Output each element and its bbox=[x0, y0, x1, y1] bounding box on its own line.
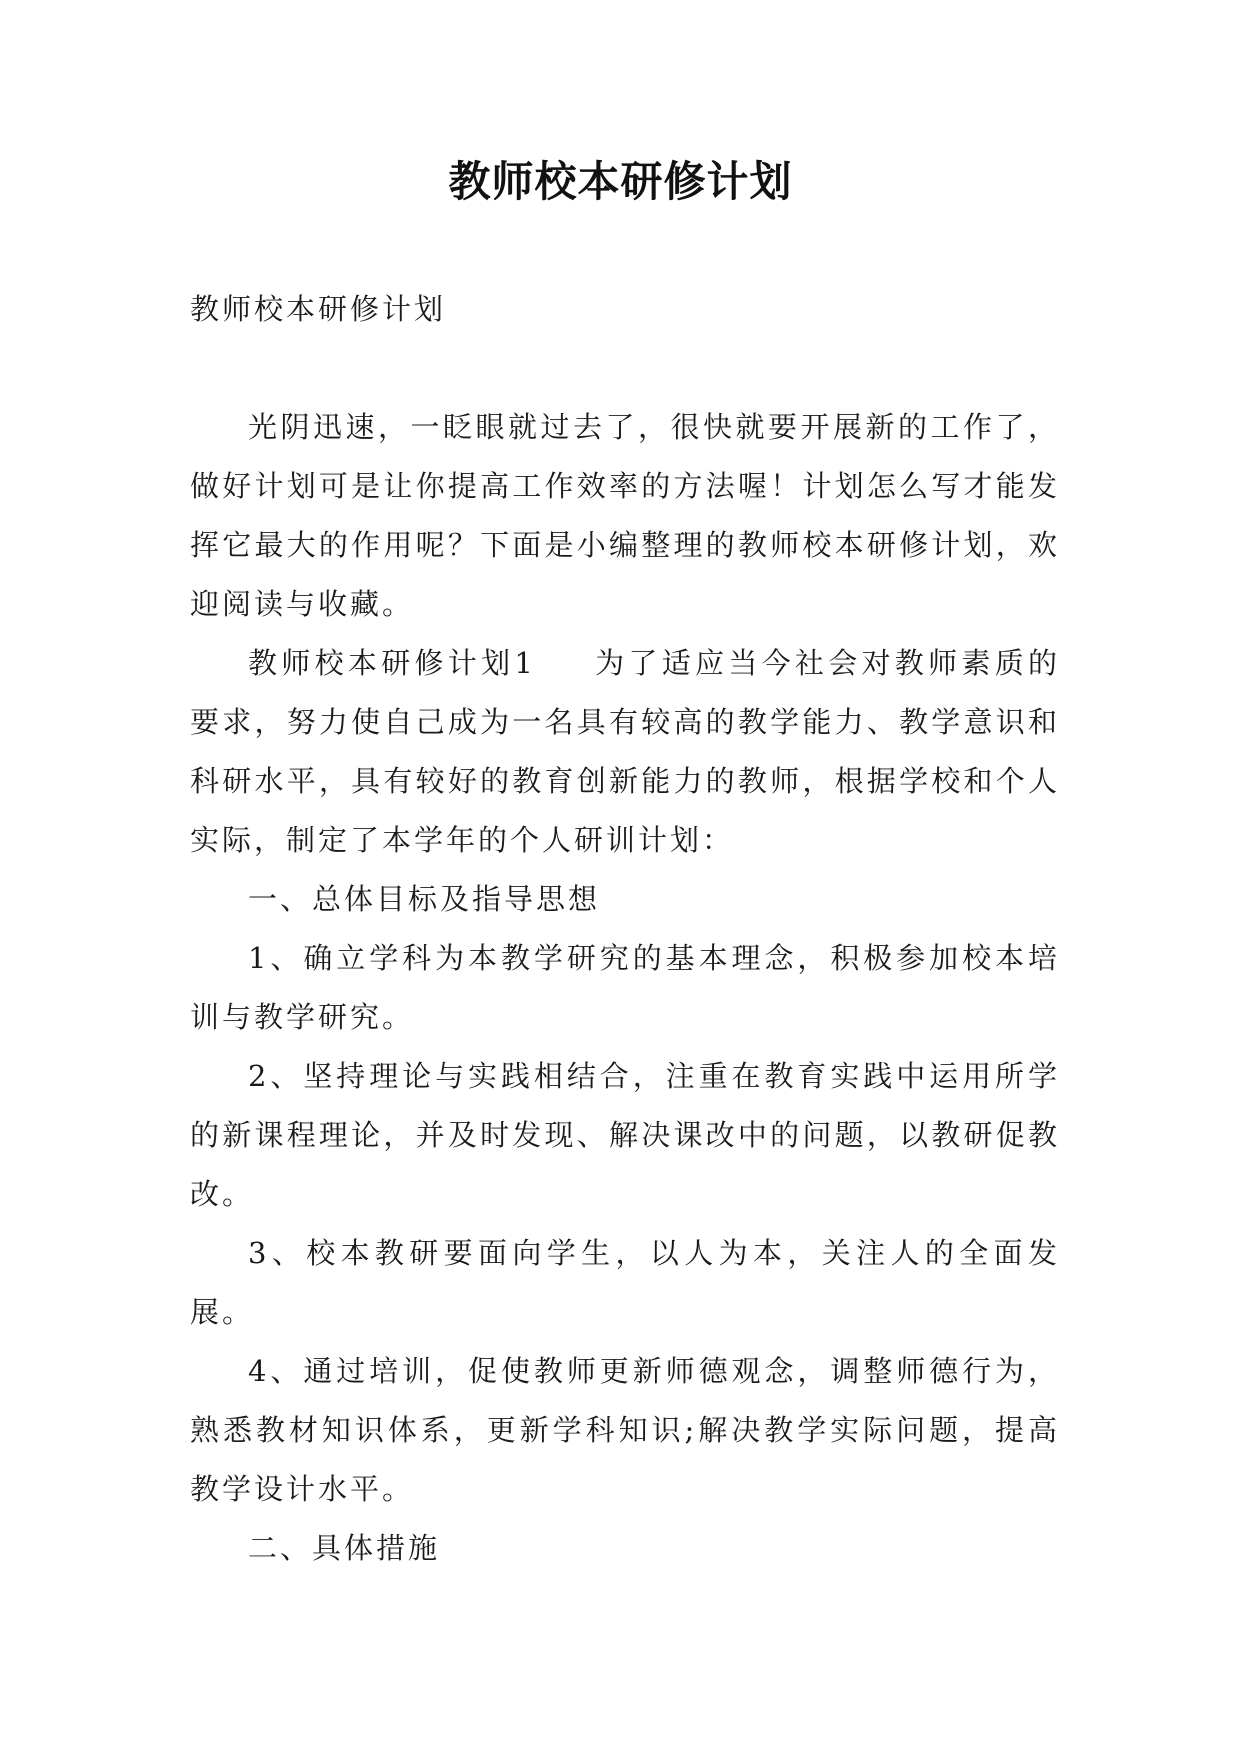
section2-heading: 二、具体措施 bbox=[248, 1531, 441, 1565]
section1-heading: 一、总体目标及指导思想 bbox=[248, 882, 601, 916]
document-subtitle: 教师校本研修计划 bbox=[190, 292, 447, 326]
item1-paragraph: 1、确立学科为本教学研究的基本理念，积极参加校本培训与教学研究。 bbox=[190, 941, 1060, 1034]
document-title: 教师校本研修计划 bbox=[448, 157, 793, 206]
plan1-paragraph bbox=[190, 634, 1060, 870]
item4-paragraph: 4、通过培训，促使教师更新师德观念，调整师德行为，熟悉教材知识体系，更新学科知识;解决教学实际问题，提高教学设计水平。 bbox=[190, 1354, 1060, 1506]
document-body bbox=[190, 280, 1060, 1578]
item2-paragraph: 2、坚持理论与实践相结合，注重在教育实践中运用所学的新课程理论，并及时发现、解决课改中的问题，以教研促教改。 bbox=[190, 1059, 1060, 1211]
item3-paragraph: 3、校本教研要面向学生，以人为本，关注人的全面发展。 bbox=[190, 1236, 1060, 1329]
plan1-heading: 教师校本研修计划1 bbox=[248, 646, 536, 680]
intro-paragraph: 光阴迅速，一眨眼就过去了，很快就要开展新的工作了，做好计划可是让你提高工作效率的方法喔！计划怎么写才能发挥它最大的作用呢？下面是小编整理的教师校本研修计划，欢迎阅读与收藏。 bbox=[190, 410, 1060, 621]
plan1-text: 为了适应当今社会对教师素质的要求，努力使自己成为一名具有较高的教学能力、教学意识和科研水平，具有较好的教育创新能力的教师，根据学校和个人实际，制定了本学年的个人研训计划： bbox=[190, 646, 1060, 857]
